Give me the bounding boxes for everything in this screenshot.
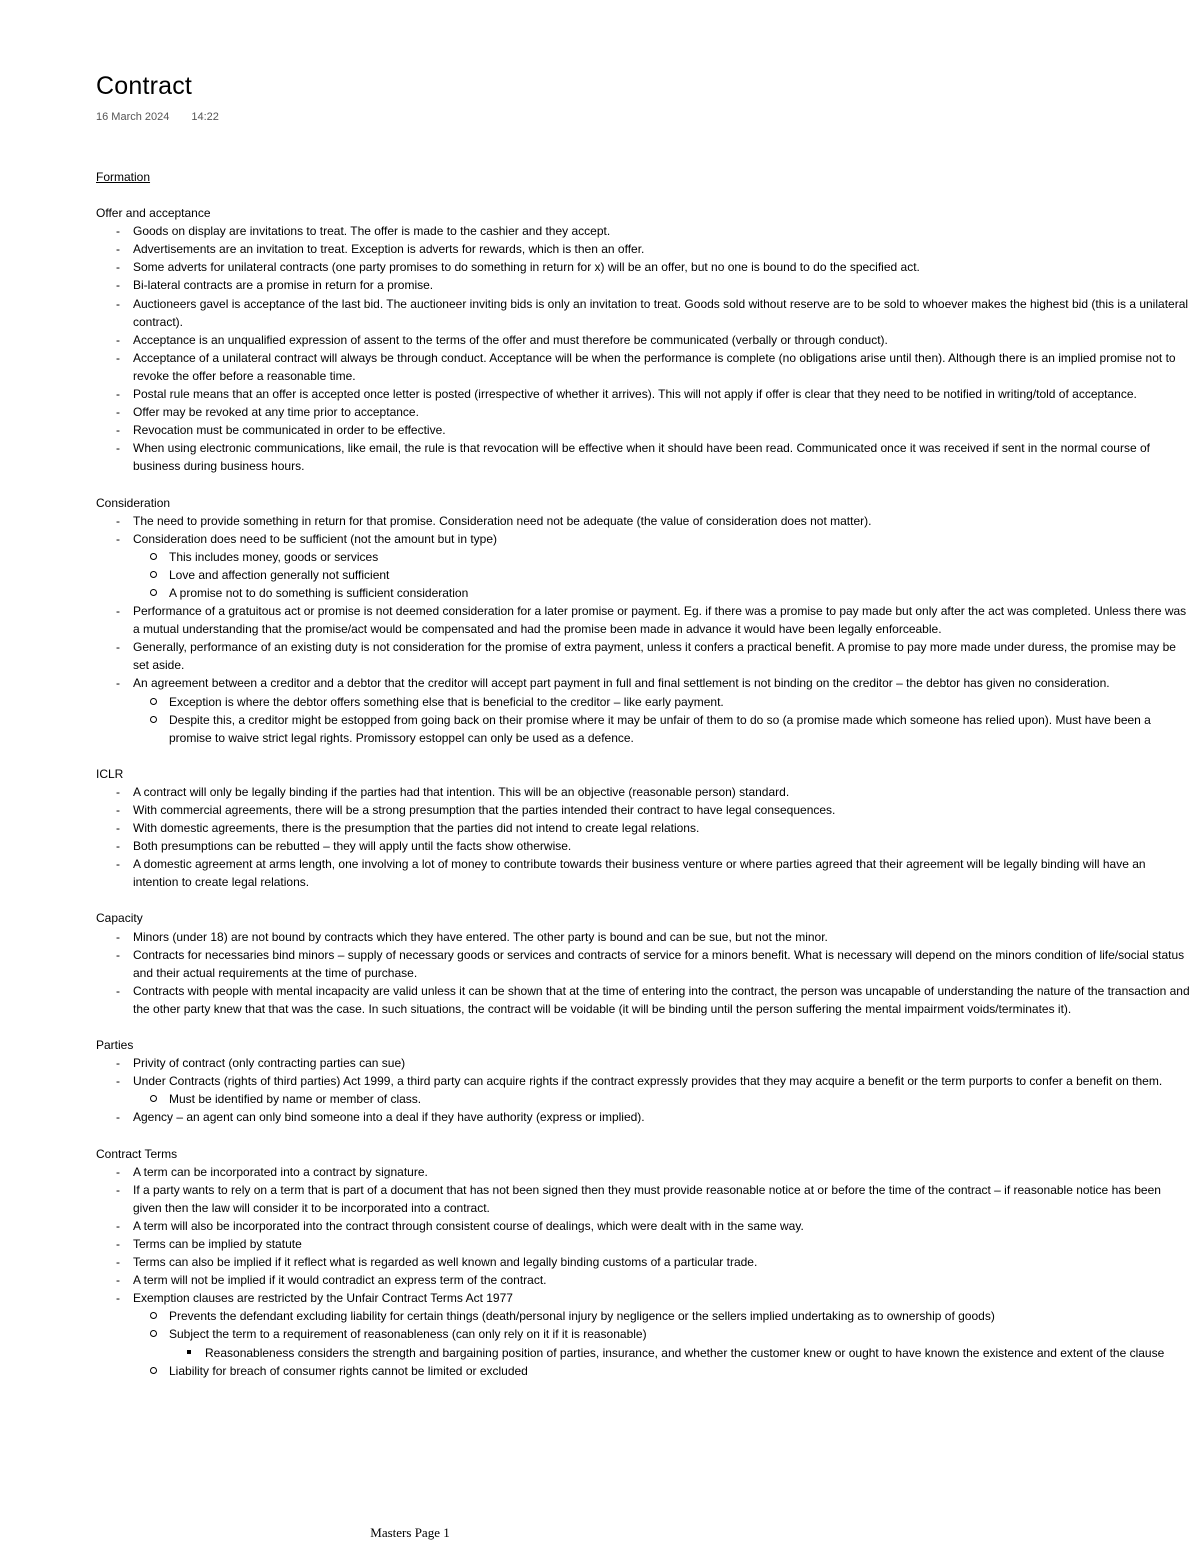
terms-heading: Contract Terms [96,1146,178,1161]
list-item: - Postal rule means that an offer is accepted once letter is posted (irrespective of whether it arrives). This will not apply if offer is clear that they need to be notified in writing/told of acceptance. [96,385,1191,403]
sub-list-item: Must be identified by name or member of class. [133,1090,1191,1108]
list-item: - Both presumptions can be rebutted – they will apply until the facts show otherwise. [96,837,1191,855]
list-item: - A term will also be incorporated into the contract through consistent course of dealings, which were dealt with in the same way. [96,1217,1191,1235]
sub-list-item: Exception is where the debtor offers something else that is beneficial to the creditor – like early payment. [133,693,1191,711]
parties-list [96,1054,1191,1126]
page-footer: Masters Page 1 [370,1525,450,1540]
list-item: - A domestic agreement at arms length, one involving a lot of money to contribute towards their business venture or where parties agreed that their agreement will be legally binding will have an intention to create legal relations. [96,855,1191,891]
list-item-text: Consideration does need to be sufficient (not the amount but in type) [133,531,498,546]
list-item: - A contract will only be legally binding if the parties had that intention. This will be an objective (reasonable person) standard. [96,783,1191,801]
offer-heading: Offer and acceptance [96,206,211,221]
list-item-text: An agreement between a creditor and a debtor that the creditor will accept part payment in full and final settlement is not binding on the creditor – the debtor has given no consideration. [133,676,1110,691]
list-item: - When using electronic communications, like email, the rule is that revocation will be effective when it should have been read. Communicated once it was received if sent in the normal course of business during business hours. [96,439,1191,475]
sub-list-item: Prevents the defendant excluding liability for certain things (death/personal injury by negligence or the sellers implied undertaking as to ownership of goods) [133,1307,1191,1325]
list-item: - The need to provide something in return for that promise. Consideration need not be adequate (the value of consideration does not matter). [96,512,1191,530]
list-item: - Privity of contract (only contracting parties can sue) [96,1054,1191,1072]
iclr-heading: ICLR [96,766,124,781]
page-meta [96,111,219,123]
sub-list-item: Liability for breach of consumer rights cannot be limited or excluded [133,1362,1191,1380]
page-title: Contract [96,72,193,100]
list-item: - Bi-lateral contracts are a promise in return for a promise. [96,276,1191,294]
sub-list-item [133,1325,1191,1361]
list-item: - Performance of a gratuitous act or promise is not deemed consideration for a later promise or payment. Eg. if there was a promise to pay made but only after the act was completed. Unless there was a mutual understanding that the promise/act would be compensated and had the promise been made in advance it would have been legally enforceable. [96,602,1191,638]
sub-list [133,548,1191,602]
list-item [96,530,1191,602]
list-item: - Terms can also be implied if it reflect what is regarded as well known and legally binding customs of a particular trade. [96,1253,1191,1271]
list-item: - A term will not be implied if it would contradict an express term of the contract. [96,1271,1191,1289]
list-item-text: Exemption clauses are restricted by the Unfair Contract Terms Act 1977 [133,1291,513,1306]
list-item: - Revocation must be communicated in order to be effective. [96,421,1191,439]
list-item: - Generally, performance of an existing duty is not consideration for the promise of extra payment, unless it confers a practical benefit. A promise to pay more made under duress, the promise may be set aside. [96,638,1191,674]
list-item-text: Under Contracts (rights of third parties) Act 1999, a third party can acquire rights if the contract expressly provides that they may acquire a benefit or the term purports to confer a benefit on them. [133,1074,1163,1089]
terms-list [96,1163,1191,1380]
list-item: - With domestic agreements, there is the presumption that the parties did not intend to create legal relations. [96,819,1191,837]
note-body [96,168,1191,1380]
list-item: - Goods on display are invitations to treat. The offer is made to the cashier and they accept. [96,222,1191,240]
sub-sub-list-item: Reasonableness considers the strength and bargaining position of parties, insurance, and whether the customer knew or ought to have known the existence and extent of the clause [169,1344,1191,1362]
consideration-list [96,512,1191,747]
list-item [96,674,1191,746]
list-item: - Acceptance of a unilateral contract will always be through conduct. Acceptance will be when the performance is complete (no obligations arise until then). Although there is an implied promise not to revoke the offer before a reasonable time. [96,349,1191,385]
list-item: - If a party wants to rely on a term that is part of a document that has not been signed then they must provide reasonable notice at or before the time of the contract – if reasonable notice has been given then the law will consider it to be incorporated into a contract. [96,1181,1191,1217]
capacity-heading: Capacity [96,911,143,926]
list-item: - Contracts with people with mental incapacity are valid unless it can be shown that at the time of entering into the contract, the person was uncapable of understanding the nature of the transaction and the other party knew that that was the case. In such situations, the contract will be voidable (it will be binding until the person suffering the mental impairment voids/terminates it). [96,982,1191,1018]
capacity-list [96,928,1191,1018]
sub-list [133,1090,1191,1108]
list-item: - Agency – an agent can only bind someone into a deal if they have authority (express or implied). [96,1108,1191,1126]
list-item: - Advertisements are an invitation to treat. Exception is adverts for rewards, which is then an offer. [96,240,1191,258]
iclr-list [96,783,1191,892]
list-item [96,1289,1191,1379]
list-item: - Minors (under 18) are not bound by contracts which they have entered. The other party is bound and can be sue, but not the minor. [96,928,1191,946]
formation-heading: Formation [96,170,151,184]
sub-list-item-text: Subject the term to a requirement of reasonableness (can only rely on it if it is reasonable) [169,1327,647,1342]
list-item: - Some adverts for unilateral contracts (one party promises to do something in return for x) will be an offer, but no one is bound to do the specified act. [96,258,1191,276]
list-item: - Offer may be revoked at any time prior to acceptance. [96,403,1191,421]
list-item: - Terms can be implied by statute [96,1235,1191,1253]
sub-sub-list [169,1344,1191,1362]
sub-list [133,693,1191,747]
consideration-heading: Consideration [96,495,171,510]
parties-heading: Parties [96,1038,134,1053]
page-time: 14:22 [191,111,219,123]
list-item: - A term can be incorporated into a contract by signature. [96,1163,1191,1181]
sub-list-item: This includes money, goods or services [133,548,1191,566]
list-item: - Auctioneers gavel is acceptance of the last bid. The auctioneer inviting bids is only an invitation to treat. Goods sold without reserve are to be sold to whoever makes the highest bid (this is a unilateral contract). [96,295,1191,331]
sub-list-item: Despite this, a creditor might be estopped from going back on their promise where it may be unfair of them to do so (a promise made which someone has relied upon). Must have been a promise to waive strict legal rights. Promissory estoppel can only be used as a defence. [133,711,1191,747]
list-item [96,1072,1191,1108]
sub-list [133,1307,1191,1379]
sub-list-item: Love and affection generally not sufficient [133,566,1191,584]
list-item: - With commercial agreements, there will be a strong presumption that the parties intended their contract to have legal consequences. [96,801,1191,819]
list-item: - Acceptance is an unqualified expression of assent to the terms of the offer and must therefore be communicated (verbally or through conduct). [96,331,1191,349]
page-date: 16 March 2024 [96,111,170,123]
list-item: - Contracts for necessaries bind minors – supply of necessary goods or services and contracts of service for a minors benefit. What is necessary will depend on the minors condition of life/social status and their actual requirements at the time of purchase. [96,946,1191,982]
offer-list [96,222,1191,475]
sub-list-item: A promise not to do something is sufficient consideration [133,584,1191,602]
